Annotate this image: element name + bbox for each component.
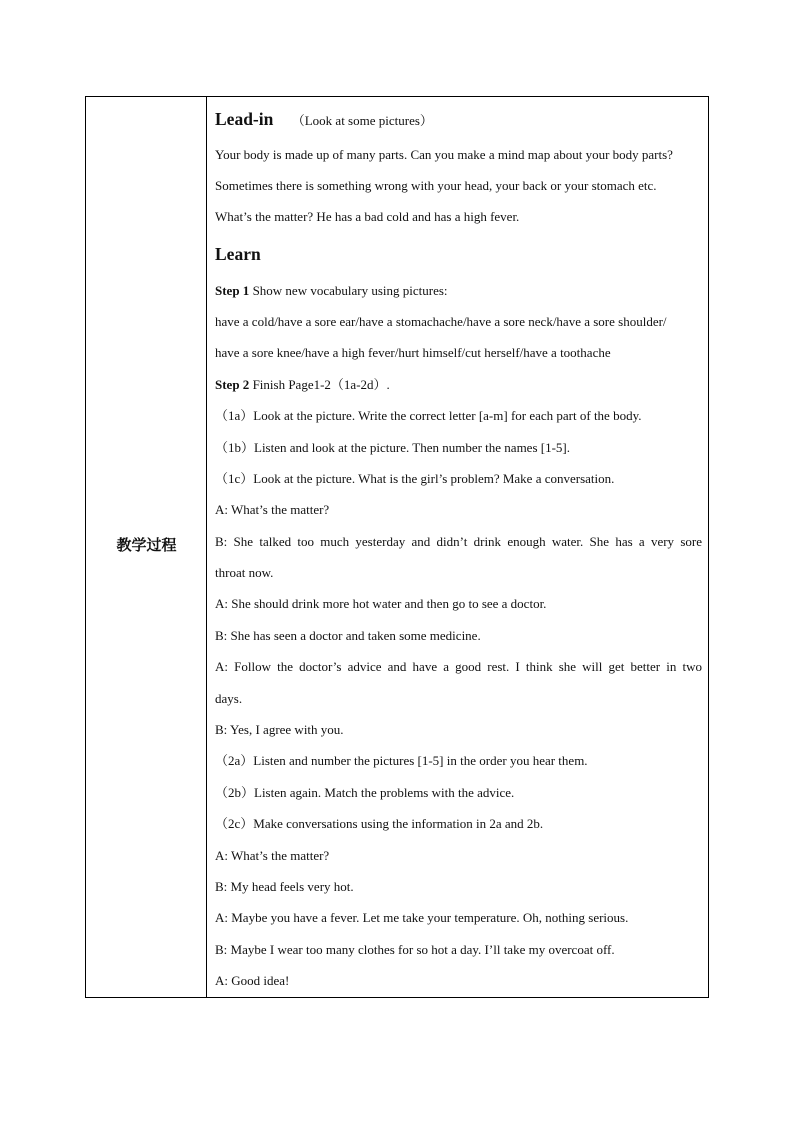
lead-in-subtitle: （Look at some pictures） [291, 113, 433, 128]
step-1 [215, 282, 702, 300]
content-cell [207, 97, 708, 997]
dialogue-line: A: What’s the matter? [215, 848, 330, 863]
dialogue-line: A: She should drink more hot water and then go to see a doctor. [215, 596, 547, 611]
step-1-text: Show new vocabulary using pictures: [249, 283, 448, 298]
lead-in-line: What’s the matter? He has a bad cold and has a high fever. [215, 209, 520, 224]
dialogue-line: A: Good idea! [215, 973, 290, 988]
vocab-line: have a cold/have a sore ear/have a stomachache/have a sore neck/have a sore shoulder/ [215, 314, 667, 329]
activity-line: （2b）Listen again. Match the problems with the advice. [215, 785, 515, 800]
lead-in-line: Sometimes there is something wrong with your head, your back or your stomach etc. [215, 178, 657, 193]
activity-line: （2a）Listen and number the pictures [1-5] in the order you hear them. [215, 753, 588, 768]
learn-heading: Learn [215, 244, 261, 264]
dialogue-line: days. [215, 691, 243, 706]
dialogue-line: B: Maybe I wear too many clothes for so hot a day. I’ll take my overcoat off. [215, 942, 615, 957]
activity-line: （2c）Make conversations using the information in 2a and 2b. [215, 816, 544, 831]
activity-line: （1a）Look at the picture. Write the correct letter [a-m] for each part of the body. [215, 408, 642, 423]
section-label-cell [86, 97, 207, 997]
vocab-line: have a sore knee/have a high fever/hurt himself/cut herself/have a toothache [215, 345, 611, 360]
dialogue-line: B: She talked too much yesterday and didn’t drink enough water. She has a very sore [215, 534, 702, 549]
dialogue-line: A: Follow the doctor’s advice and have a good rest. I think she will get better in two [215, 659, 702, 674]
dialogue-line: B: My head feels very hot. [215, 879, 354, 894]
dialogue-line: B: Yes, I agree with you. [215, 722, 344, 737]
lesson-plan-table [85, 96, 709, 998]
section-label: 教学过程 [116, 536, 177, 554]
dialogue-line: B: She has seen a doctor and taken some medicine. [215, 628, 481, 643]
step-2 [215, 376, 702, 394]
lead-in-title: Lead-in [215, 109, 274, 129]
step-2-text: Finish Page1-2（1a-2d）. [249, 377, 390, 392]
activity-line: （1b）Listen and look at the picture. Then number the names [1-5]. [215, 440, 570, 455]
step-2-label: Step 2 [215, 377, 250, 392]
dialogue-line: A: What’s the matter? [215, 502, 330, 517]
lead-in-line: Your body is made up of many parts. Can you make a mind map about your body parts? [215, 147, 673, 162]
activity-line: （1c）Look at the picture. What is the girl’s problem? Make a conversation. [215, 471, 615, 486]
dialogue-line: A: Maybe you have a fever. Let me take your temperature. Oh, nothing serious. [215, 910, 629, 925]
lead-in-heading [215, 108, 702, 132]
dialogue-line: throat now. [215, 565, 274, 580]
step-1-label: Step 1 [215, 283, 250, 298]
